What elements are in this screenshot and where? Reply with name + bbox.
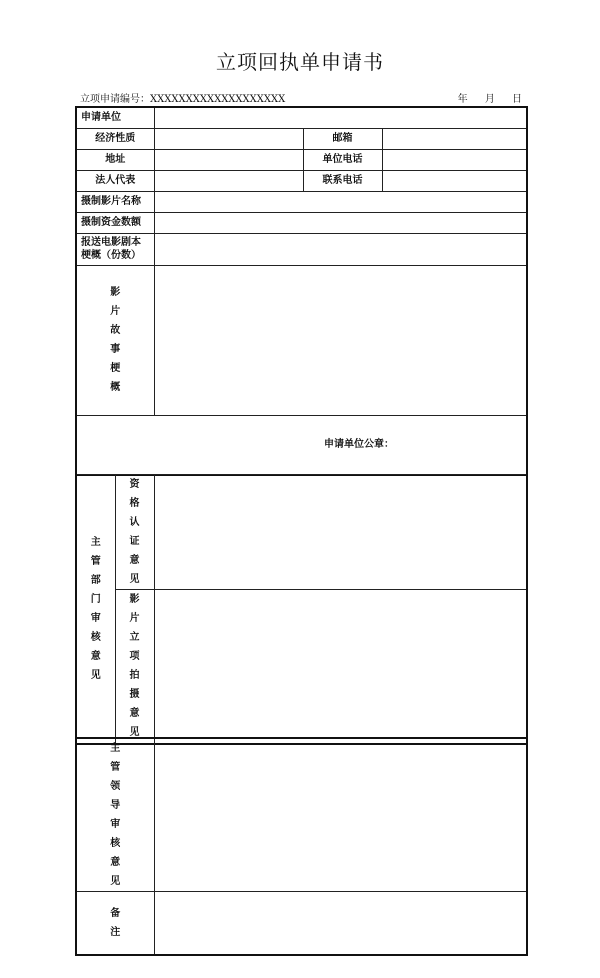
field-remarks[interactable]	[154, 892, 527, 955]
vertical-char: 审	[90, 612, 101, 624]
vertical-char: 拍	[129, 670, 140, 682]
vertical-char: 领	[110, 781, 121, 792]
applicant-seal[interactable]: 申请单位公章：	[76, 415, 527, 475]
form-row-fund-amount	[76, 212, 527, 233]
vertical-char: 部	[90, 574, 101, 586]
vertical-char: 影	[110, 287, 121, 298]
vertical-char: 意	[110, 857, 121, 868]
vertical-char: 审	[110, 819, 121, 830]
application-form-table	[75, 106, 528, 476]
department-review-table	[75, 474, 528, 745]
leadership-review-table	[75, 737, 528, 956]
field-address[interactable]	[154, 149, 303, 170]
vertical-char: 见	[90, 669, 101, 681]
field-film-name[interactable]	[154, 191, 527, 212]
form-row-seal	[76, 415, 527, 475]
vertical-char: 故	[110, 325, 121, 336]
date-field[interactable]: 年 月 日	[457, 94, 522, 105]
form-row-film-name	[76, 191, 527, 212]
label-applicant: 申请单位	[76, 107, 154, 128]
vertical-char: 主	[90, 536, 101, 548]
vertical-char: 格	[129, 498, 140, 509]
document-title: 立项回执单申请书	[216, 50, 384, 74]
label-fund-amount: 摄制资金数额	[76, 212, 154, 233]
label-story-synopsis	[76, 265, 154, 415]
field-fund-amount[interactable]	[154, 212, 527, 233]
label-project-opinion	[115, 590, 154, 744]
label-qualification	[115, 475, 154, 590]
field-project-opinion[interactable]	[154, 590, 527, 744]
vertical-char: 影	[129, 594, 140, 606]
vertical-char: 片	[110, 306, 121, 317]
vertical-char: 见	[129, 574, 140, 585]
form-row-script	[76, 233, 527, 265]
label-script	[76, 233, 154, 265]
vertical-char: 备	[110, 907, 121, 919]
vertical-char: 见	[110, 876, 121, 887]
application-number	[80, 90, 285, 105]
field-legal-rep[interactable]	[154, 170, 303, 191]
vertical-char: 意	[90, 650, 101, 662]
label-economic-nature: 经济性质	[76, 128, 154, 149]
field-unit-phone[interactable]	[382, 149, 527, 170]
form-row-remarks	[76, 892, 527, 955]
form-row-address	[76, 149, 527, 170]
vertical-char: 注	[110, 926, 121, 938]
form-row-synopsis	[76, 265, 527, 415]
label-script-line1: 报送电影剧本	[81, 237, 141, 248]
form-row-applicant	[76, 107, 527, 128]
vertical-char: 项	[129, 651, 140, 663]
form-row-economic-nature	[76, 128, 527, 149]
vertical-char: 门	[90, 593, 101, 605]
field-applicant[interactable]	[154, 107, 527, 128]
application-number-label: 立项申请编号：	[80, 94, 150, 105]
vertical-char: 见	[129, 727, 140, 739]
vertical-char: 意	[129, 708, 140, 720]
label-remarks	[76, 892, 154, 955]
label-address: 地址	[76, 149, 154, 170]
field-qualification[interactable]	[154, 475, 527, 590]
vertical-char: 认	[129, 517, 140, 528]
vertical-char: 管	[110, 762, 121, 773]
vertical-char: 摄	[129, 689, 140, 701]
field-story-synopsis[interactable]	[154, 265, 527, 415]
vertical-char: 核	[110, 838, 121, 849]
label-leader-review	[76, 738, 154, 892]
field-script[interactable]	[154, 233, 527, 265]
label-contact-phone: 联系电话	[303, 170, 382, 191]
vertical-char: 事	[110, 344, 121, 355]
label-film-name: 摄制影片名称	[76, 191, 154, 212]
label-email: 邮箱	[303, 128, 382, 149]
field-email[interactable]	[382, 128, 527, 149]
field-contact-phone[interactable]	[382, 170, 527, 191]
label-unit-phone: 单位电话	[303, 149, 382, 170]
vertical-char: 管	[90, 555, 101, 567]
form-row-leader-review	[76, 738, 527, 892]
vertical-char: 概	[110, 382, 121, 393]
vertical-char: 意	[129, 555, 140, 566]
field-economic-nature[interactable]	[154, 128, 303, 149]
form-row-project	[76, 590, 527, 744]
vertical-char: 资	[129, 479, 140, 490]
label-script-line2: 梗概（份数）	[81, 250, 141, 261]
vertical-char: 梗	[110, 363, 121, 374]
vertical-char: 片	[129, 613, 140, 625]
application-number-value[interactable]: XXXXXXXXXXXXXXXXXXX	[150, 94, 286, 105]
vertical-char: 证	[129, 536, 140, 547]
vertical-char: 导	[110, 800, 121, 811]
form-row-legal-rep	[76, 170, 527, 191]
field-leader-review[interactable]	[154, 738, 527, 892]
label-legal-rep: 法人代表	[76, 170, 154, 191]
vertical-char: 立	[129, 632, 140, 644]
vertical-char: 主	[110, 743, 121, 754]
vertical-char: 核	[90, 631, 101, 643]
label-dept-review	[76, 475, 115, 744]
form-row-qualification	[76, 475, 527, 590]
